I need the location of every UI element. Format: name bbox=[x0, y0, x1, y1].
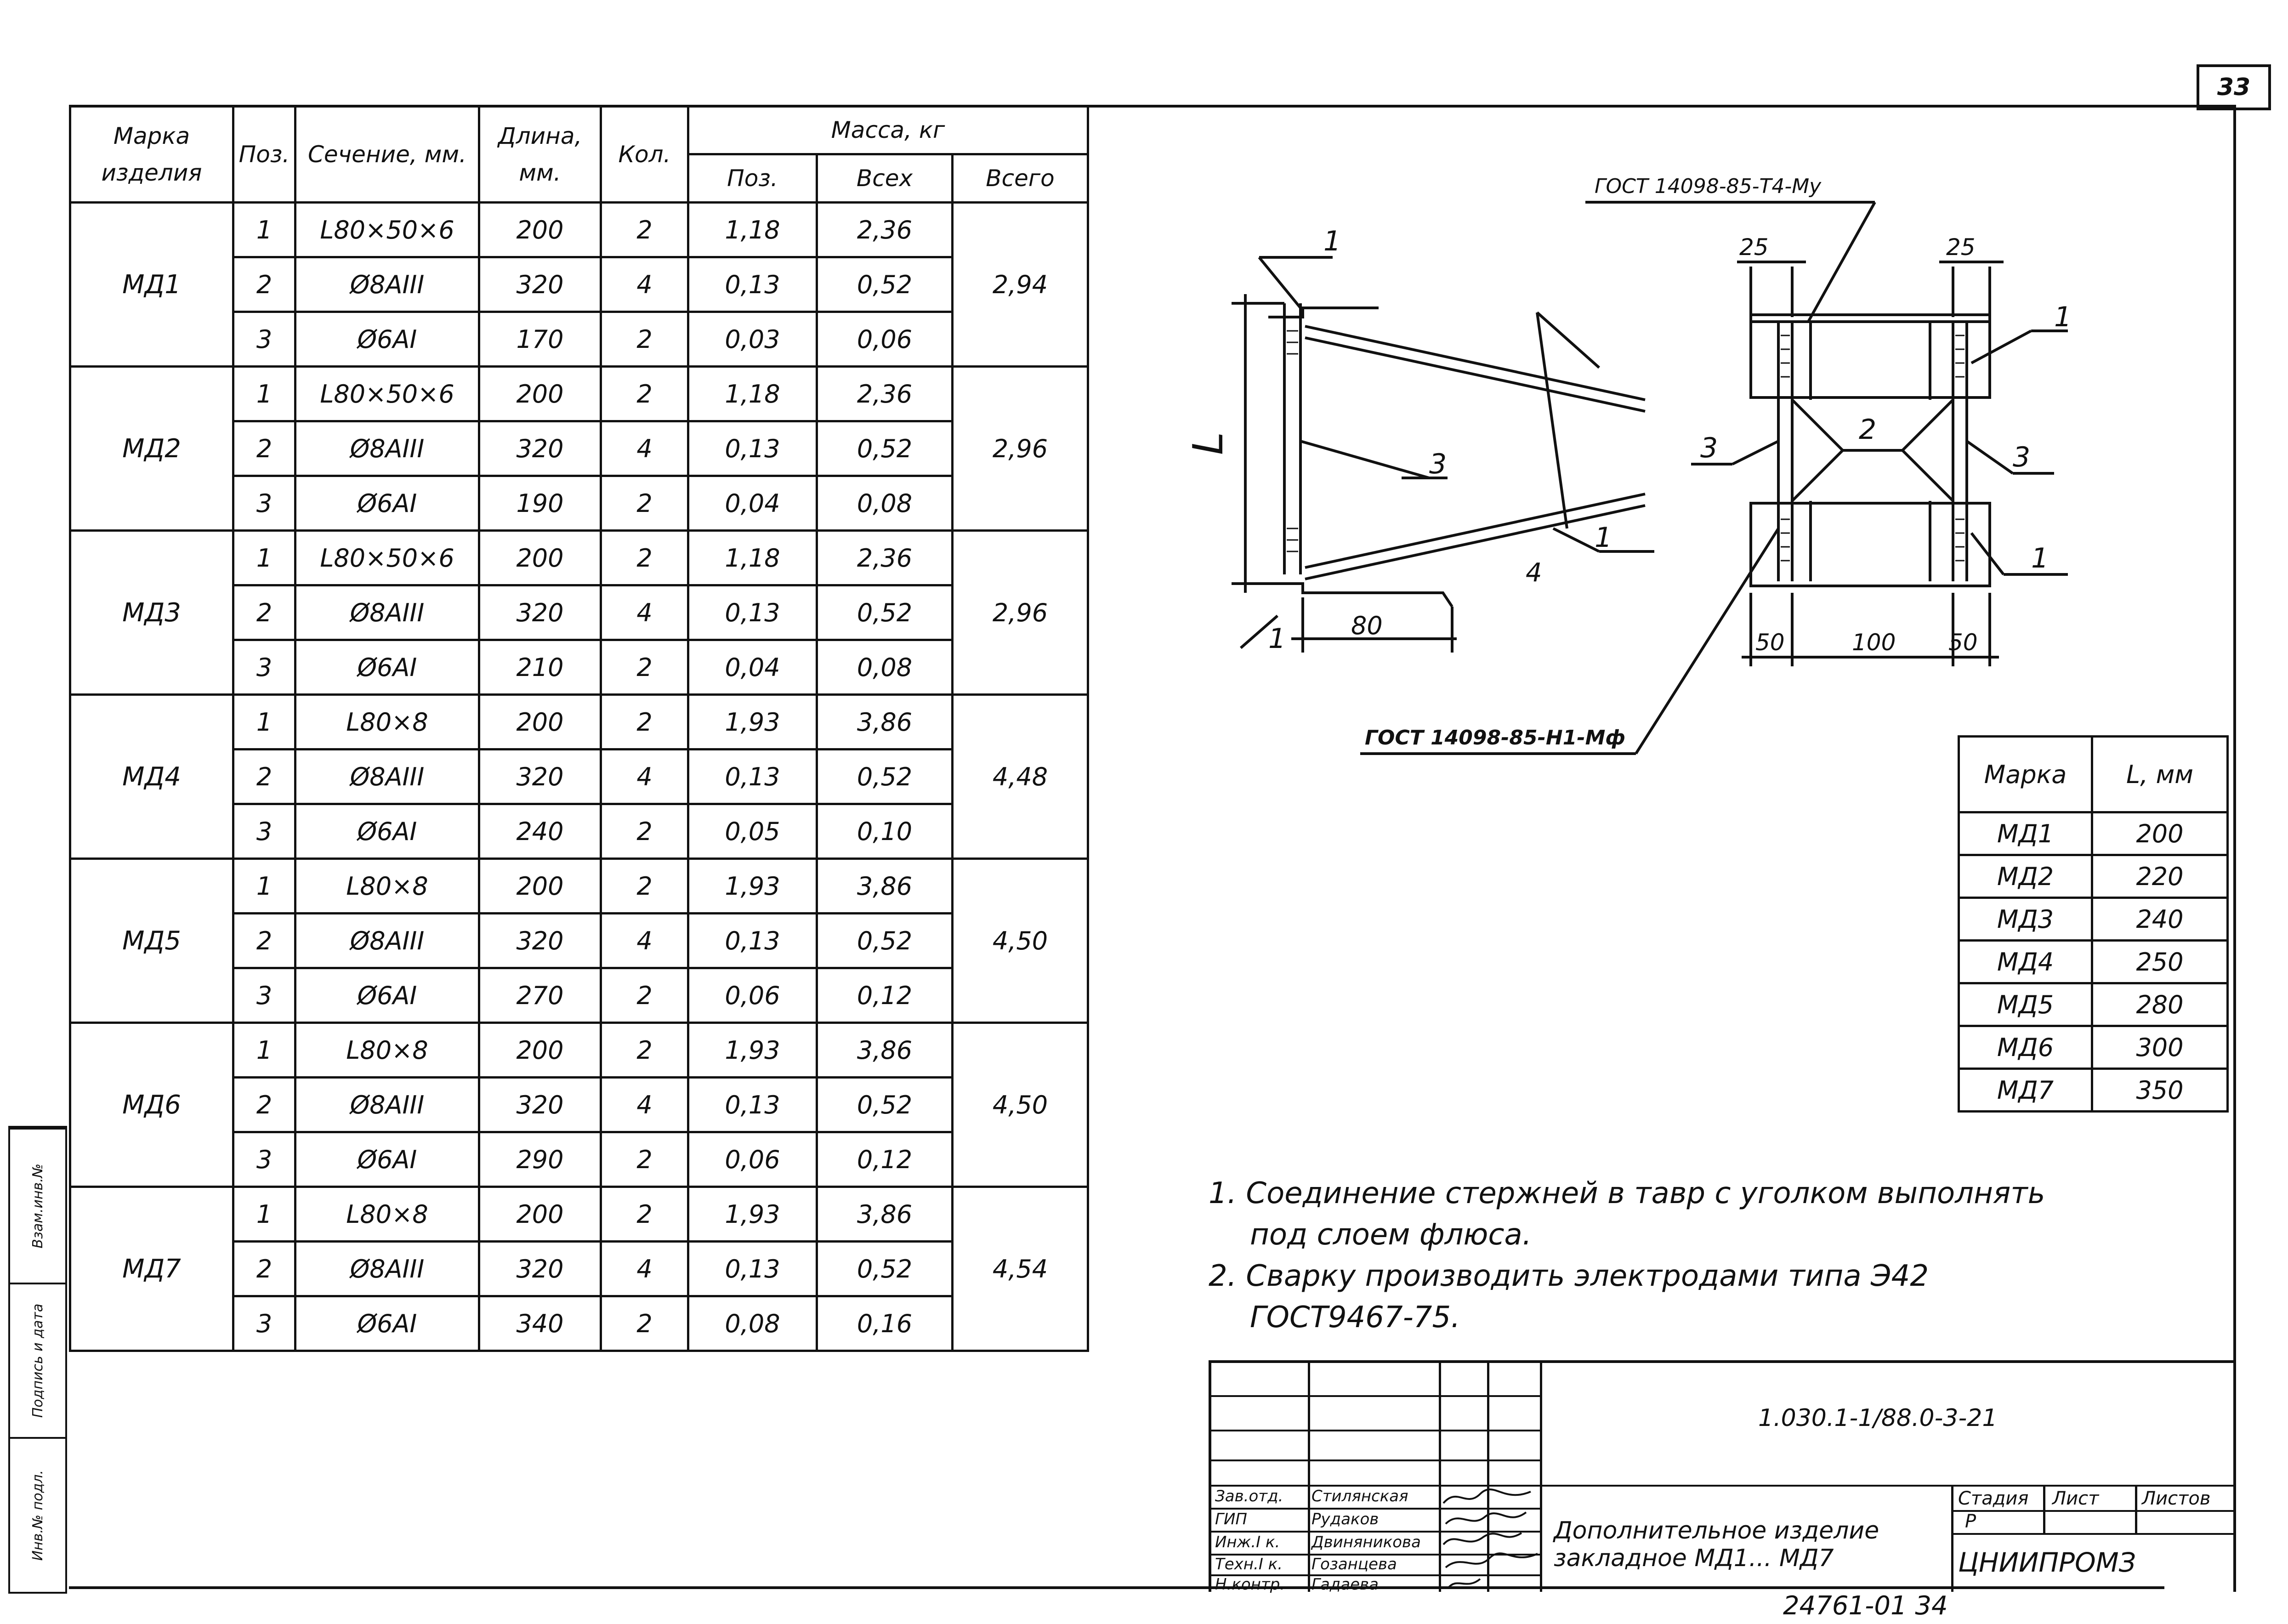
section-cell: Ø6АI bbox=[295, 640, 479, 695]
mass-all-cell: 3,86 bbox=[817, 859, 953, 914]
pos-cell: 1 bbox=[233, 367, 295, 421]
document-title: закладное МД1... МД7 bbox=[1554, 1545, 1834, 1572]
section-cell: Ø6АI bbox=[295, 312, 479, 367]
stamp-cell: Взам.инв.№ bbox=[10, 1128, 65, 1283]
section-cell: Ø8АIII bbox=[295, 750, 479, 804]
label-pos-1: 1 bbox=[2054, 301, 2072, 333]
header-pos: Поз. bbox=[233, 106, 295, 203]
stamp-cell: Подпись и дата bbox=[10, 1283, 65, 1437]
section-cell: L80×8 bbox=[295, 1187, 479, 1242]
mark-cell: МД6 bbox=[70, 1023, 233, 1187]
qty-cell: 4 bbox=[601, 257, 688, 312]
mass-pos-cell: 1,93 bbox=[688, 1023, 817, 1078]
l-length-cell: 200 bbox=[2092, 812, 2228, 855]
pos-cell: 1 bbox=[233, 203, 295, 257]
l-length-cell: 300 bbox=[2092, 1026, 2228, 1069]
length-cell: 270 bbox=[479, 968, 601, 1023]
label-pos-2: 2 bbox=[1859, 414, 1877, 446]
header-mark: Марка изделия bbox=[70, 106, 233, 203]
mass-pos-cell: 0,06 bbox=[688, 968, 817, 1023]
mark-cell: МД7 bbox=[70, 1187, 233, 1351]
mass-all-cell: 2,36 bbox=[817, 531, 953, 585]
pos-cell: 2 bbox=[233, 914, 295, 968]
header-section: Сечение, мм. bbox=[295, 106, 479, 203]
mass-all-cell: 0,06 bbox=[817, 312, 953, 367]
mass-all-cell: 3,86 bbox=[817, 695, 953, 750]
mass-all-cell: 0,52 bbox=[817, 585, 953, 640]
qty-cell: 4 bbox=[601, 750, 688, 804]
qty-cell: 2 bbox=[601, 804, 688, 859]
header-mass-pos: Поз. bbox=[688, 154, 817, 203]
label-pos-3: 3 bbox=[2013, 441, 2031, 473]
mass-all-cell: 0,12 bbox=[817, 1132, 953, 1187]
title-block bbox=[1209, 1360, 2236, 1592]
signer-name: Гадаева bbox=[1311, 1575, 1379, 1594]
pos-cell: 3 bbox=[233, 1132, 295, 1187]
stage-value: Р bbox=[1965, 1511, 1976, 1532]
mass-all-cell: 3,86 bbox=[817, 1187, 953, 1242]
header-mass-all: Всех bbox=[817, 154, 953, 203]
pos-cell: 2 bbox=[233, 1078, 295, 1132]
l-mark-cell: МД4 bbox=[1959, 941, 2092, 983]
qty-cell: 2 bbox=[601, 1187, 688, 1242]
length-cell: 320 bbox=[479, 1242, 601, 1296]
total-mass-cell: 4,50 bbox=[953, 1023, 1088, 1187]
pos-cell: 3 bbox=[233, 640, 295, 695]
mass-all-cell: 0,16 bbox=[817, 1296, 953, 1351]
mass-all-cell: 0,12 bbox=[817, 968, 953, 1023]
qty-cell: 4 bbox=[601, 585, 688, 640]
role-label: Зав.отд. bbox=[1215, 1487, 1283, 1505]
section-cell: Ø8АIII bbox=[295, 914, 479, 968]
mass-all-cell: 0,52 bbox=[817, 257, 953, 312]
pos-cell: 2 bbox=[233, 750, 295, 804]
signer-name: Двиняникова bbox=[1311, 1533, 1421, 1551]
section-cell: L80×8 bbox=[295, 1023, 479, 1078]
mass-pos-cell: 1,18 bbox=[688, 531, 817, 585]
role-label: Инж.I к. bbox=[1215, 1533, 1280, 1551]
l-length-cell: 250 bbox=[2092, 941, 2228, 983]
length-cell: 320 bbox=[479, 1078, 601, 1132]
qty-cell: 2 bbox=[601, 968, 688, 1023]
pos-cell: 2 bbox=[233, 585, 295, 640]
role-label: Техн.I к. bbox=[1215, 1555, 1283, 1573]
mass-pos-cell: 1,93 bbox=[688, 859, 817, 914]
pos-cell: 1 bbox=[233, 859, 295, 914]
l-length-cell: 240 bbox=[2092, 898, 2228, 941]
mass-pos-cell: 0,04 bbox=[688, 640, 817, 695]
section-cell: Ø8АIII bbox=[295, 421, 479, 476]
mass-pos-cell: 1,18 bbox=[688, 203, 817, 257]
dim-100: 100 bbox=[1852, 629, 1896, 656]
qty-cell: 2 bbox=[601, 695, 688, 750]
mass-all-cell: 0,52 bbox=[817, 1078, 953, 1132]
mark-cell: МД1 bbox=[70, 203, 233, 367]
mass-all-cell: 0,10 bbox=[817, 804, 953, 859]
mass-all-cell: 0,08 bbox=[817, 640, 953, 695]
l-mark-cell: МД5 bbox=[1959, 983, 2092, 1026]
length-cell: 340 bbox=[479, 1296, 601, 1351]
section-cell: Ø8АIII bbox=[295, 1242, 479, 1296]
handwritten-signatures bbox=[1439, 1485, 1540, 1590]
note-line: 1. Соединение стержней в тавр с уголком выполнять bbox=[1209, 1176, 2045, 1210]
mass-pos-cell: 1,93 bbox=[688, 1187, 817, 1242]
length-cell: 240 bbox=[479, 804, 601, 859]
length-cell: 320 bbox=[479, 257, 601, 312]
label-pos-3: 3 bbox=[1429, 448, 1447, 480]
dim-50: 50 bbox=[1755, 629, 1785, 656]
header-length: Длина, мм. bbox=[479, 106, 601, 203]
mass-pos-cell: 0,13 bbox=[688, 1078, 817, 1132]
mark-cell: МД2 bbox=[70, 367, 233, 531]
signer-name: Гозанцева bbox=[1311, 1555, 1397, 1573]
mass-pos-cell: 0,03 bbox=[688, 312, 817, 367]
l-mark-cell: МД3 bbox=[1959, 898, 2092, 941]
mark-cell: МД3 bbox=[70, 531, 233, 695]
pos-cell: 1 bbox=[233, 1023, 295, 1078]
label-pos-1: 1 bbox=[1323, 225, 1341, 257]
mass-all-cell: 2,36 bbox=[817, 367, 953, 421]
pos-cell: 1 bbox=[233, 531, 295, 585]
total-mass-cell: 4,54 bbox=[953, 1187, 1088, 1351]
label-pos-1: 1 bbox=[1595, 522, 1612, 554]
dim-80: 80 bbox=[1351, 611, 1383, 640]
length-cell: 200 bbox=[479, 1023, 601, 1078]
mass-all-cell: 0,52 bbox=[817, 914, 953, 968]
mass-pos-cell: 0,06 bbox=[688, 1132, 817, 1187]
l-mark-cell: МД1 bbox=[1959, 812, 2092, 855]
qty-cell: 2 bbox=[601, 1132, 688, 1187]
qty-cell: 2 bbox=[601, 203, 688, 257]
mass-all-cell: 0,52 bbox=[817, 421, 953, 476]
length-cell: 190 bbox=[479, 476, 601, 531]
total-mass-cell: 2,94 bbox=[953, 203, 1088, 367]
mass-pos-cell: 0,04 bbox=[688, 476, 817, 531]
total-mass-cell: 4,50 bbox=[953, 859, 1088, 1023]
mass-pos-cell: 0,13 bbox=[688, 914, 817, 968]
mass-pos-cell: 0,13 bbox=[688, 1242, 817, 1296]
section-cell: Ø6АI bbox=[295, 1296, 479, 1351]
qty-cell: 2 bbox=[601, 1296, 688, 1351]
length-cell: 320 bbox=[479, 914, 601, 968]
footer-code: 24761-01 34 bbox=[1783, 1591, 1948, 1621]
section-cell: Ø6АI bbox=[295, 476, 479, 531]
length-cell: 200 bbox=[479, 367, 601, 421]
sheet-label: Лист bbox=[2052, 1488, 2099, 1509]
dim-50: 50 bbox=[1948, 629, 1978, 656]
mass-pos-cell: 1,18 bbox=[688, 367, 817, 421]
qty-cell: 2 bbox=[601, 859, 688, 914]
pos-cell: 2 bbox=[233, 257, 295, 312]
mass-pos-cell: 0,13 bbox=[688, 421, 817, 476]
section-cell: Ø8АIII bbox=[295, 585, 479, 640]
length-cell: 320 bbox=[479, 750, 601, 804]
qty-cell: 4 bbox=[601, 914, 688, 968]
qty-cell: 2 bbox=[601, 531, 688, 585]
signer-name: Рудаков bbox=[1311, 1510, 1379, 1528]
length-cell: 200 bbox=[479, 859, 601, 914]
qty-cell: 4 bbox=[601, 421, 688, 476]
pos-cell: 3 bbox=[233, 1296, 295, 1351]
section-cell: Ø8АIII bbox=[295, 257, 479, 312]
length-cell: 290 bbox=[479, 1132, 601, 1187]
qty-cell: 2 bbox=[601, 312, 688, 367]
length-cell: 200 bbox=[479, 203, 601, 257]
mass-pos-cell: 0,13 bbox=[688, 257, 817, 312]
role-label: ГИП bbox=[1215, 1510, 1247, 1528]
l-length-cell: 350 bbox=[2092, 1069, 2228, 1112]
section-cell: L80×50×6 bbox=[295, 367, 479, 421]
stage-label: Стадия bbox=[1958, 1488, 2029, 1509]
header-mass: Масса, кг bbox=[688, 106, 1088, 154]
pos-cell: 3 bbox=[233, 312, 295, 367]
length-cell: 200 bbox=[479, 695, 601, 750]
section-cell: L80×8 bbox=[295, 695, 479, 750]
pos-cell: 1 bbox=[233, 695, 295, 750]
mass-all-cell: 0,52 bbox=[817, 750, 953, 804]
sheets-label: Листов bbox=[2142, 1488, 2211, 1509]
header-qty: Кол. bbox=[601, 106, 688, 203]
qty-cell: 2 bbox=[601, 476, 688, 531]
qty-cell: 2 bbox=[601, 640, 688, 695]
mass-pos-cell: 1,93 bbox=[688, 695, 817, 750]
pos-cell: 1 bbox=[233, 1187, 295, 1242]
section-cell: Ø8АIII bbox=[295, 1078, 479, 1132]
note-line: 2. Сварку производить электродами типа Э42 bbox=[1209, 1259, 1929, 1293]
mass-pos-cell: 0,08 bbox=[688, 1296, 817, 1351]
mass-all-cell: 0,08 bbox=[817, 476, 953, 531]
stamp-cell: Инв.№ подл. bbox=[10, 1437, 65, 1592]
mark-cell: МД5 bbox=[70, 859, 233, 1023]
dim-25: 25 bbox=[1946, 234, 1976, 261]
length-cell: 320 bbox=[479, 585, 601, 640]
label-pos-1: 1 bbox=[2031, 542, 2049, 574]
pos-cell: 3 bbox=[233, 804, 295, 859]
dim-l: L bbox=[1184, 432, 1232, 455]
note-line: под слоем флюса. bbox=[1250, 1218, 1532, 1252]
section-cell: L80×8 bbox=[295, 859, 479, 914]
label-pos-4: 4 bbox=[1526, 558, 1542, 588]
l-mark-cell: МД2 bbox=[1959, 855, 2092, 898]
total-mass-cell: 2,96 bbox=[953, 531, 1088, 695]
qty-cell: 4 bbox=[601, 1242, 688, 1296]
section-cell: L80×50×6 bbox=[295, 203, 479, 257]
length-cell: 320 bbox=[479, 421, 601, 476]
l-length-cell: 220 bbox=[2092, 855, 2228, 898]
total-mass-cell: 4,48 bbox=[953, 695, 1088, 859]
pos-cell: 2 bbox=[233, 1242, 295, 1296]
section-cell: Ø6АI bbox=[295, 968, 479, 1023]
l-mark-cell: МД7 bbox=[1959, 1069, 2092, 1112]
document-title: Дополнительное изделие bbox=[1554, 1517, 1879, 1545]
qty-cell: 2 bbox=[601, 367, 688, 421]
label-pos-1: 1 bbox=[1268, 623, 1286, 655]
note-line: ГОСТ9467-75. bbox=[1250, 1300, 1460, 1334]
label-pos-3: 3 bbox=[1700, 432, 1718, 464]
dim-25: 25 bbox=[1739, 234, 1769, 261]
mass-all-cell: 0,52 bbox=[817, 1242, 953, 1296]
length-cell: 200 bbox=[479, 1187, 601, 1242]
gost-bottom-label: ГОСТ 14098-85-Н1-Мф bbox=[1365, 726, 1626, 750]
document-code: 1.030.1-1/88.0-3-21 bbox=[1758, 1404, 1998, 1432]
mass-pos-cell: 0,05 bbox=[688, 804, 817, 859]
pos-cell: 3 bbox=[233, 968, 295, 1023]
length-cell: 170 bbox=[479, 312, 601, 367]
pos-cell: 3 bbox=[233, 476, 295, 531]
mass-all-cell: 3,86 bbox=[817, 1023, 953, 1078]
section-cell: Ø6АI bbox=[295, 1132, 479, 1187]
mass-pos-cell: 0,13 bbox=[688, 750, 817, 804]
sheet-number: 33 bbox=[2197, 64, 2271, 110]
total-mass-cell: 2,96 bbox=[953, 367, 1088, 531]
mass-all-cell: 2,36 bbox=[817, 203, 953, 257]
qty-cell: 2 bbox=[601, 1023, 688, 1078]
role-label: Н.контр. bbox=[1215, 1575, 1285, 1594]
l-header-length: L, мм bbox=[2092, 737, 2228, 812]
signer-name: Стилянская bbox=[1311, 1487, 1408, 1505]
l-mark-cell: МД6 bbox=[1959, 1026, 2092, 1069]
section-cell: Ø6АI bbox=[295, 804, 479, 859]
header-mass-total: Всего bbox=[953, 154, 1088, 203]
organization: ЦНИИПРОМЗ bbox=[1958, 1547, 2136, 1578]
qty-cell: 4 bbox=[601, 1078, 688, 1132]
mass-pos-cell: 0,13 bbox=[688, 585, 817, 640]
l-length-cell: 280 bbox=[2092, 983, 2228, 1026]
gost-top-label: ГОСТ 14098-85-Т4-Му bbox=[1595, 175, 1822, 198]
mark-cell: МД4 bbox=[70, 695, 233, 859]
length-cell: 200 bbox=[479, 531, 601, 585]
pos-cell: 2 bbox=[233, 421, 295, 476]
section-cell: L80×50×6 bbox=[295, 531, 479, 585]
length-cell: 210 bbox=[479, 640, 601, 695]
l-header-mark: Марка bbox=[1959, 737, 2092, 812]
